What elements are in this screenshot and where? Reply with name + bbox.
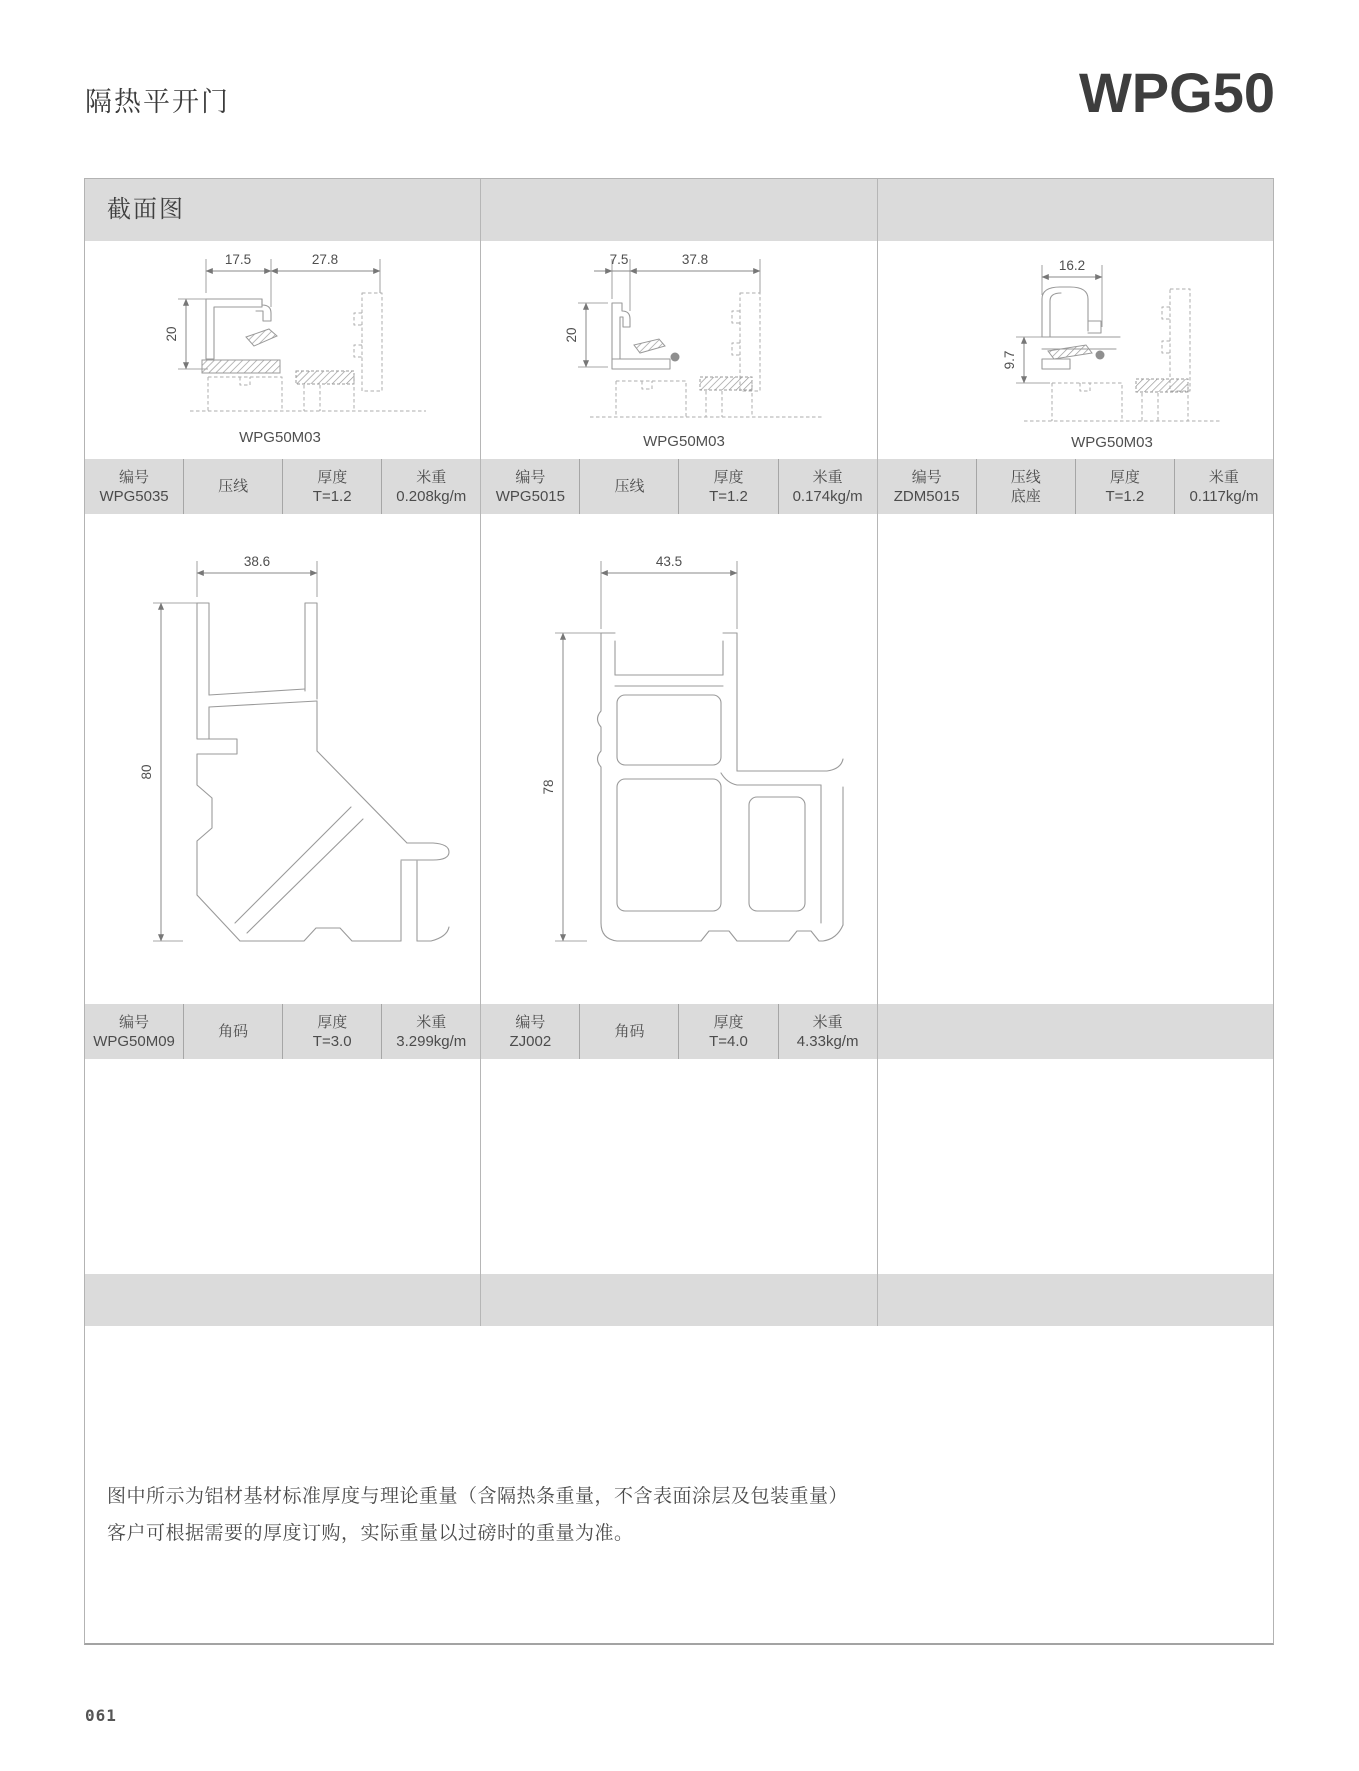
spec-code-cell: [481, 1004, 580, 1059]
page-number: 061: [85, 1706, 117, 1725]
weight-value: 3.299kg/m: [396, 1032, 467, 1050]
spec-code-cell: [878, 459, 977, 514]
page-title-category: 隔热平开门: [85, 87, 230, 117]
dimension-label: 7.5: [609, 252, 629, 267]
code-label: 编号: [911, 468, 942, 486]
spec-thickness-cell: [1076, 459, 1175, 514]
name-value: 角码: [218, 1023, 249, 1040]
profile-part-number: WPG50M03: [1071, 434, 1154, 451]
cross-section-drawing-zdm5015: [920, 241, 1230, 459]
empty-gray-bar: [85, 1274, 1273, 1326]
name-value: 压线: [614, 478, 645, 495]
note-line-2: 客户可根据需要的厚度订购，实际重量以过磅时的重量为准。: [107, 1523, 634, 1544]
profile-part-number: WPG50M03: [238, 429, 321, 446]
dimension-label: 20: [563, 327, 579, 343]
spec-name-cell: [184, 459, 283, 514]
corner-cleat-drawing-wpg50m09: [109, 545, 457, 973]
name-value-2: 底座: [1010, 487, 1041, 505]
spec-code-cell: [481, 459, 580, 514]
weight-label: 米重: [812, 468, 843, 486]
dimension-label: 16.2: [1059, 258, 1086, 273]
thickness-value: T=4.0: [709, 1032, 748, 1050]
name-value: 压线: [1010, 468, 1041, 486]
spec-weight-cell: [1175, 459, 1273, 514]
section-header-row: [85, 179, 1273, 241]
code-label: 编号: [515, 1013, 546, 1031]
spec-name-cell: [977, 459, 1076, 514]
profile-spec-table: [84, 178, 1274, 1645]
code-value: WPG5015: [495, 487, 565, 505]
dimension-label: 20: [163, 326, 179, 342]
spec-row-2: [85, 1004, 1273, 1059]
weight-value: 0.174kg/m: [792, 487, 863, 505]
dimension-label: 37.8: [681, 252, 709, 267]
spec-code-cell: [85, 459, 184, 514]
thickness-value: T=3.0: [312, 1032, 352, 1050]
weight-label: 米重: [416, 1013, 447, 1031]
drawings-row-1: [85, 241, 1273, 459]
section-header-spacer: [878, 179, 1273, 241]
empty-drawing-cell: [878, 514, 1273, 1004]
spec-weight-cell: [779, 1004, 877, 1059]
dimension-label: 80: [138, 764, 154, 780]
spec-weight-cell: [779, 459, 877, 514]
code-value: WPG50M09: [93, 1032, 175, 1050]
spec-row-1: [85, 459, 1273, 514]
thickness-label: 厚度: [317, 468, 348, 486]
dimension-label: 38.6: [243, 554, 270, 569]
spec-weight-cell: [382, 1004, 480, 1059]
thickness-label: 厚度: [713, 1013, 744, 1031]
section-header-spacer: [481, 179, 877, 241]
corner-connector-drawing-zj002: [505, 545, 853, 973]
name-value: 角码: [614, 1023, 645, 1040]
thickness-value: T=1.2: [709, 487, 748, 505]
weight-label: 米重: [812, 1013, 843, 1031]
section-title: 截面图: [107, 196, 185, 223]
code-label: 编号: [119, 1013, 150, 1031]
code-label: 编号: [515, 468, 546, 486]
weight-label: 米重: [1208, 468, 1239, 486]
spec-name-cell: [580, 459, 679, 514]
spec-thickness-cell: [283, 1004, 382, 1059]
thickness-label: 厚度: [1109, 468, 1140, 486]
empty-row: [85, 1059, 1273, 1274]
spec-weight-cell: [382, 459, 480, 514]
cross-section-drawing-wpg5015: [524, 241, 834, 459]
spec-thickness-cell: [283, 459, 382, 514]
thickness-value: T=1.2: [312, 487, 352, 505]
dimension-label: 27.8: [311, 252, 338, 267]
weight-value: 4.33kg/m: [796, 1032, 859, 1050]
thickness-label: 厚度: [317, 1013, 348, 1031]
weight-value: 0.117kg/m: [1189, 487, 1259, 505]
code-value: WPG5035: [99, 487, 169, 505]
spec-name-cell: [184, 1004, 283, 1059]
cross-section-drawing-wpg5035: [128, 241, 438, 459]
weight-value: 0.208kg/m: [396, 487, 467, 505]
code-label: 编号: [119, 468, 150, 486]
code-value: ZDM5015: [893, 487, 960, 505]
weight-label: 米重: [416, 468, 447, 486]
dimension-label: 43.5: [655, 554, 683, 569]
note-line-1: 图中所示为铝材基材标准厚度与理论重量（含隔热条重量，不含表面涂层及包装重量）: [107, 1486, 849, 1507]
notes-row: [85, 1326, 1273, 1644]
dimension-label: 17.5: [224, 252, 251, 267]
thickness-label: 厚度: [713, 468, 744, 486]
spec-thickness-cell: [679, 1004, 778, 1059]
empty-spec-cell: [878, 1004, 1273, 1059]
code-value: ZJ002: [509, 1032, 552, 1050]
spec-code-cell: [85, 1004, 184, 1059]
name-value: 压线: [218, 478, 249, 495]
spec-name-cell: [580, 1004, 679, 1059]
spec-thickness-cell: [679, 459, 778, 514]
page-title-series-code: WPG50: [1078, 61, 1275, 124]
drawings-row-2: [85, 514, 1273, 1004]
dimension-label: 9.7: [1002, 350, 1018, 370]
dimension-label: 78: [540, 779, 556, 795]
profile-part-number: WPG50M03: [643, 433, 725, 450]
thickness-value: T=1.2: [1105, 487, 1145, 505]
